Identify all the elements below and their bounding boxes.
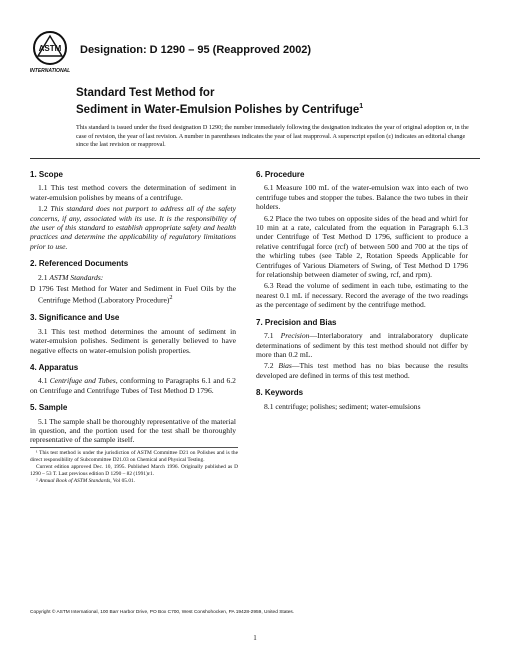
standard-notice: This standard is issued under the fixed designation D 1290; the number immediately following the designation indicates the year of original adoption or, in the case of revision, the year of last revision. A number in parentheses indicates the year of last reapproval. A superscript epsilon (ε) indicates an editorial change since the last revision or reapproval.: [76, 124, 469, 149]
section-significance: [30, 313, 236, 355]
title-line-1: Standard Test Method for: [76, 87, 215, 99]
section-referenced-documents: [30, 259, 236, 305]
document-title: [76, 86, 486, 117]
footnote: ¹ This test method is under the jurisdiction of ASTM Committee D21 on Polishes and is the direct responsibility of Subcommittee D21.03 on Chemical and Physical Testing.: [30, 450, 238, 463]
designation: Designation: D 1290 – 95 (Reapproved 2002): [80, 44, 312, 56]
reference-item: D 1796 Test Method for Water and Sediment in Fuel Oils by the Centrifuge Method (Laboratory Procedure)$^2$: [30, 284, 236, 305]
paragraph: 6.1 Measure 100 mL of the water-emulsion wax into each of two centrifuge tubes and stopper the tubes. Balance the two tubes in their holders.: [256, 183, 468, 212]
footnote: Current edition approved Dec. 10, 1995. Published March 1996. Originally published as D 1290 – 53 T. Last previous edition D 1290 – 82 (1991)ε1.: [30, 464, 238, 477]
paragraph: 1.1 This test method covers the determination of sediment in water-emulsion polishes by means of a centrifuge.: [30, 183, 236, 202]
paragraph: 1.2 This standard does not purport to address all of the safety concerns, if any, associated with its use. It is the responsibility of the user of this standard to establish appropriate safety and health practices and determine the applicability of regulatory limitations prior to use.: [30, 204, 236, 251]
header-divider: [30, 158, 480, 159]
paragraph: 6.3 Read the volume of sediment in each tube, estimating to the nearest 0.1 mL if necessary. Record the average of the two readings as the percentage of sediment by the centrifuge method.: [256, 281, 468, 310]
paragraph: 6.2 Place the two tubes on opposite sides of the head and whirl for 10 min at a rate, calculated from the equation in Paragraph 6.1.3 under Centrifuge of Test Method D 1796, sufficient to produce a relative centrifugal force (rcf) of between 500 and 700 at the tips of the whirling tubes (see Table 2, Rotation Speeds Applicable for Centrifuges of Various Diameters of Swing, of Test Method D 1796 for relationship between diameter of swing, rcf, and rpm).: [256, 213, 468, 280]
paragraph: 2.1 ASTM Standards:: [38, 272, 104, 282]
paragraph: 7.1 Precision—Interlaboratory and intralaboratory duplicate determinations of sediment by this test method should not differ by more than 0.2 mL.: [256, 331, 468, 359]
section-heading: 8. Keywords: [256, 388, 304, 398]
section-heading: 4. Apparatus: [30, 363, 79, 373]
logo-subtext: INTERNATIONAL: [30, 68, 70, 74]
page-number: 1: [253, 634, 257, 642]
section-heading: 6. Procedure: [256, 170, 305, 179]
left-column: [30, 162, 236, 447]
section-precision-bias: [256, 318, 468, 380]
section-keywords: [256, 388, 468, 411]
paragraph: 5.1 The sample shall be thoroughly representative of the material in question, and the portion used for the test shall be thoroughly representative of the sample itself.: [30, 416, 236, 445]
section-heading: 5. Sample: [30, 403, 68, 413]
paragraph: 7.2 Bias—This test method has no bias because the results developed are defined in terms of this test method.: [256, 361, 469, 380]
section-apparatus: [30, 363, 236, 395]
section-heading: 2. Referenced Documents: [30, 259, 129, 269]
logo-text: ASTM: [38, 44, 62, 53]
astm-logo: [30, 30, 70, 74]
footnotes: [30, 447, 238, 485]
title-footnote-mark: 1: [359, 103, 364, 110]
right-column: [256, 162, 468, 413]
section-sample: [30, 403, 236, 445]
paragraph: 4.1 Centrifuge and Tubes, conforming to Paragraphs 6.1 and 6.2 on Centrifuge and Centrifuge Tubes of Test Method D 1796.: [30, 376, 236, 395]
footnote: ² Annual Book of ASTM Standards, Vol 05.01.: [36, 478, 136, 484]
copyright-line: Copyright © ASTM International, 100 Barr Harbor Drive, PO Box C700, West Conshohocken, PA 19428-2959, United States.: [30, 610, 295, 615]
section-heading: 7. Precision and Bias: [256, 317, 337, 327]
section-heading: 3. Significance and Use: [30, 313, 120, 323]
title-line-2: [76, 100, 486, 117]
title-main: Sediment in Water-Emulsion Polishes by Centrifuge: [76, 103, 360, 116]
section-procedure: [256, 170, 468, 310]
section-scope: [30, 170, 236, 251]
section-heading: 1. Scope: [30, 170, 63, 179]
paragraph: 8.1 centrifuge; polishes; sediment; water-emulsions: [264, 401, 421, 411]
paragraph: 3.1 This test method determines the amount of sediment in water-emulsion polishes. Sediment is generally believed to have negative effects on water-emulsion polish properties.: [30, 326, 236, 355]
